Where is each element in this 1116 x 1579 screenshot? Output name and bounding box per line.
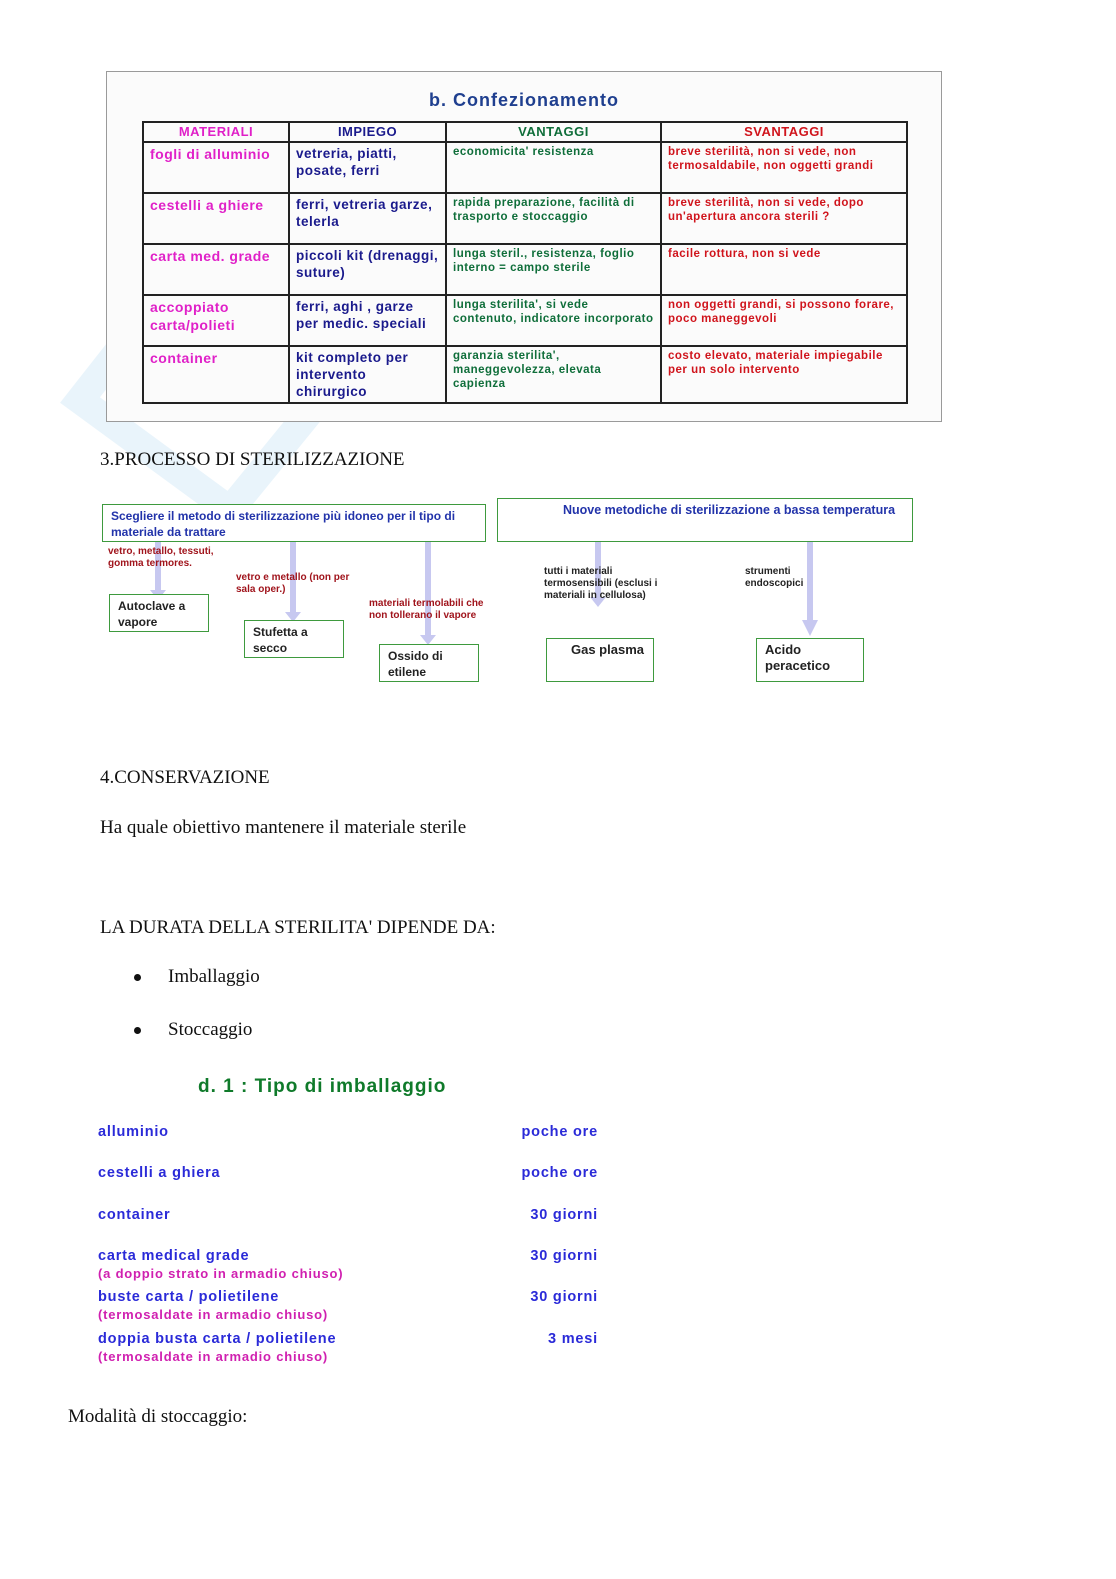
acido-box: Acido peracetico (756, 638, 864, 682)
imballaggio-value: 30 giorni (530, 1248, 598, 1264)
note-termolabili: materiali termolabili che non tollerano il vapore (369, 598, 484, 621)
imballaggio-name: buste carta / polietilene (98, 1289, 280, 1305)
cell-impiego: vetreria, piatti, posate, ferri (289, 142, 446, 193)
imballaggio-value: 30 giorni (530, 1289, 598, 1305)
header-svantaggi: SVANTAGGI (661, 122, 907, 142)
cell-svantaggi: breve sterilità, non si vede, dopo un'apertura ancora sterili ? (661, 193, 907, 244)
cell-impiego: piccoli kit (drenaggi, suture) (289, 244, 446, 295)
table-header-row (143, 122, 907, 142)
gas-plasma-box: Gas plasma (546, 638, 654, 682)
durata-heading: LA DURATA DELLA STERILITA' DIPENDE DA: (100, 917, 496, 938)
table-row (143, 142, 907, 193)
imballaggio-note: (termosaldate in armadio chiuso) (98, 1307, 329, 1322)
conservazione-text: Ha quale obiettivo mantenere il materiale sterile (100, 817, 467, 838)
note-vetro-metallo-sala: vetro e metallo (non per sala oper.) (236, 572, 350, 595)
header-impiego: IMPIEGO (289, 122, 446, 142)
cell-impiego: ferri, aghi , garze per medic. speciali (289, 295, 446, 346)
imballaggio-name: alluminio (98, 1124, 169, 1140)
note-termosensibili: tutti i materiali termosensibili (esclusi i materiali in cellulosa) (544, 566, 658, 601)
cell-vantaggi: economicita' resistenza (446, 142, 661, 193)
cell-vantaggi: lunga sterilita', si vede contenuto, indicatore incorporato (446, 295, 661, 346)
cell-impiego: ferri, vetreria garze, telerla (289, 193, 446, 244)
cell-materiali: cestelli a ghiere (143, 193, 289, 244)
sterilization-flow-diagram (100, 492, 915, 692)
cell-svantaggi: facile rottura, non si vede (661, 244, 907, 295)
imballaggio-value: poche ore (521, 1124, 598, 1140)
bullet-stoccaggio: Stoccaggio (168, 1019, 253, 1040)
header-vantaggi: VANTAGGI (446, 122, 661, 142)
section-4-heading: 4.CONSERVAZIONE (100, 767, 270, 788)
cell-materiali: container (143, 346, 289, 403)
table-row (143, 193, 907, 244)
imballaggio-name: cestelli a ghiera (98, 1165, 221, 1181)
imballaggio-value: 3 mesi (548, 1331, 598, 1347)
imballaggio-value: poche ore (521, 1165, 598, 1181)
cell-materiali: accoppiato carta/polieti (143, 295, 289, 346)
note-endoscopici: strumenti endoscopici (745, 566, 804, 589)
autoclave-box: Autoclave a vapore (109, 594, 209, 632)
stoccaggio-heading: Modalità di stoccaggio: (68, 1406, 248, 1427)
imballaggio-note: (termosaldate in armadio chiuso) (98, 1349, 329, 1364)
new-methods-box: Nuove metodiche di sterilizzazione a bassa temperatura (497, 498, 913, 542)
table-title: b. Confezionamento (429, 90, 619, 110)
cell-svantaggi: breve sterilità, non si vede, non termosaldabile, non oggetti grandi (661, 142, 907, 193)
ossido-box: Ossido di etilene (379, 644, 479, 682)
cell-svantaggi: costo elevato, materiale impiegabile per un solo intervento (661, 346, 907, 403)
confezionamento-table (142, 121, 908, 404)
table-row (143, 244, 907, 295)
table-row (143, 346, 907, 403)
header-materiali: MATERIALI (143, 122, 289, 142)
cell-materiali: fogli di alluminio (143, 142, 289, 193)
imballaggio-title: d. 1 : Tipo di imballaggio (198, 1076, 447, 1097)
imballaggio-name: container (98, 1207, 171, 1223)
cell-vantaggi: lunga steril., resistenza, foglio interno = campo sterile (446, 244, 661, 295)
cell-vantaggi: garanzia sterilita', maneggevolezza, elevata capienza (446, 346, 661, 403)
cell-vantaggi: rapida preparazione, facilità di trasporto e stoccaggio (446, 193, 661, 244)
imballaggio-name: carta medical grade (98, 1248, 250, 1264)
section-3-heading: 3.PROCESSO DI STERILIZZAZIONE (100, 449, 405, 470)
choose-method-box: Scegliere il metodo di sterilizzazione più idoneo per il tipo di materiale da trattare (102, 504, 486, 542)
table-row (143, 295, 907, 346)
imballaggio-note: (a doppio strato in armadio chiuso) (98, 1266, 344, 1281)
imballaggio-value: 30 giorni (530, 1207, 598, 1223)
cell-materiali: carta med. grade (143, 244, 289, 295)
bullet-dot (134, 974, 141, 981)
imballaggio-name: doppia busta carta / polietilene (98, 1331, 337, 1347)
bullet-imballaggio: Imballaggio (168, 966, 260, 987)
bullet-dot (134, 1027, 141, 1034)
note-vetro-metallo: vetro, metallo, tessuti, gomma termores. (108, 546, 214, 569)
cell-svantaggi: non oggetti grandi, si possono forare, poco maneggevoli (661, 295, 907, 346)
stufetta-box: Stufetta a secco (244, 620, 344, 658)
confezionamento-table-figure (106, 71, 942, 422)
cell-impiego: kit completo per intervento chirurgico (289, 346, 446, 403)
